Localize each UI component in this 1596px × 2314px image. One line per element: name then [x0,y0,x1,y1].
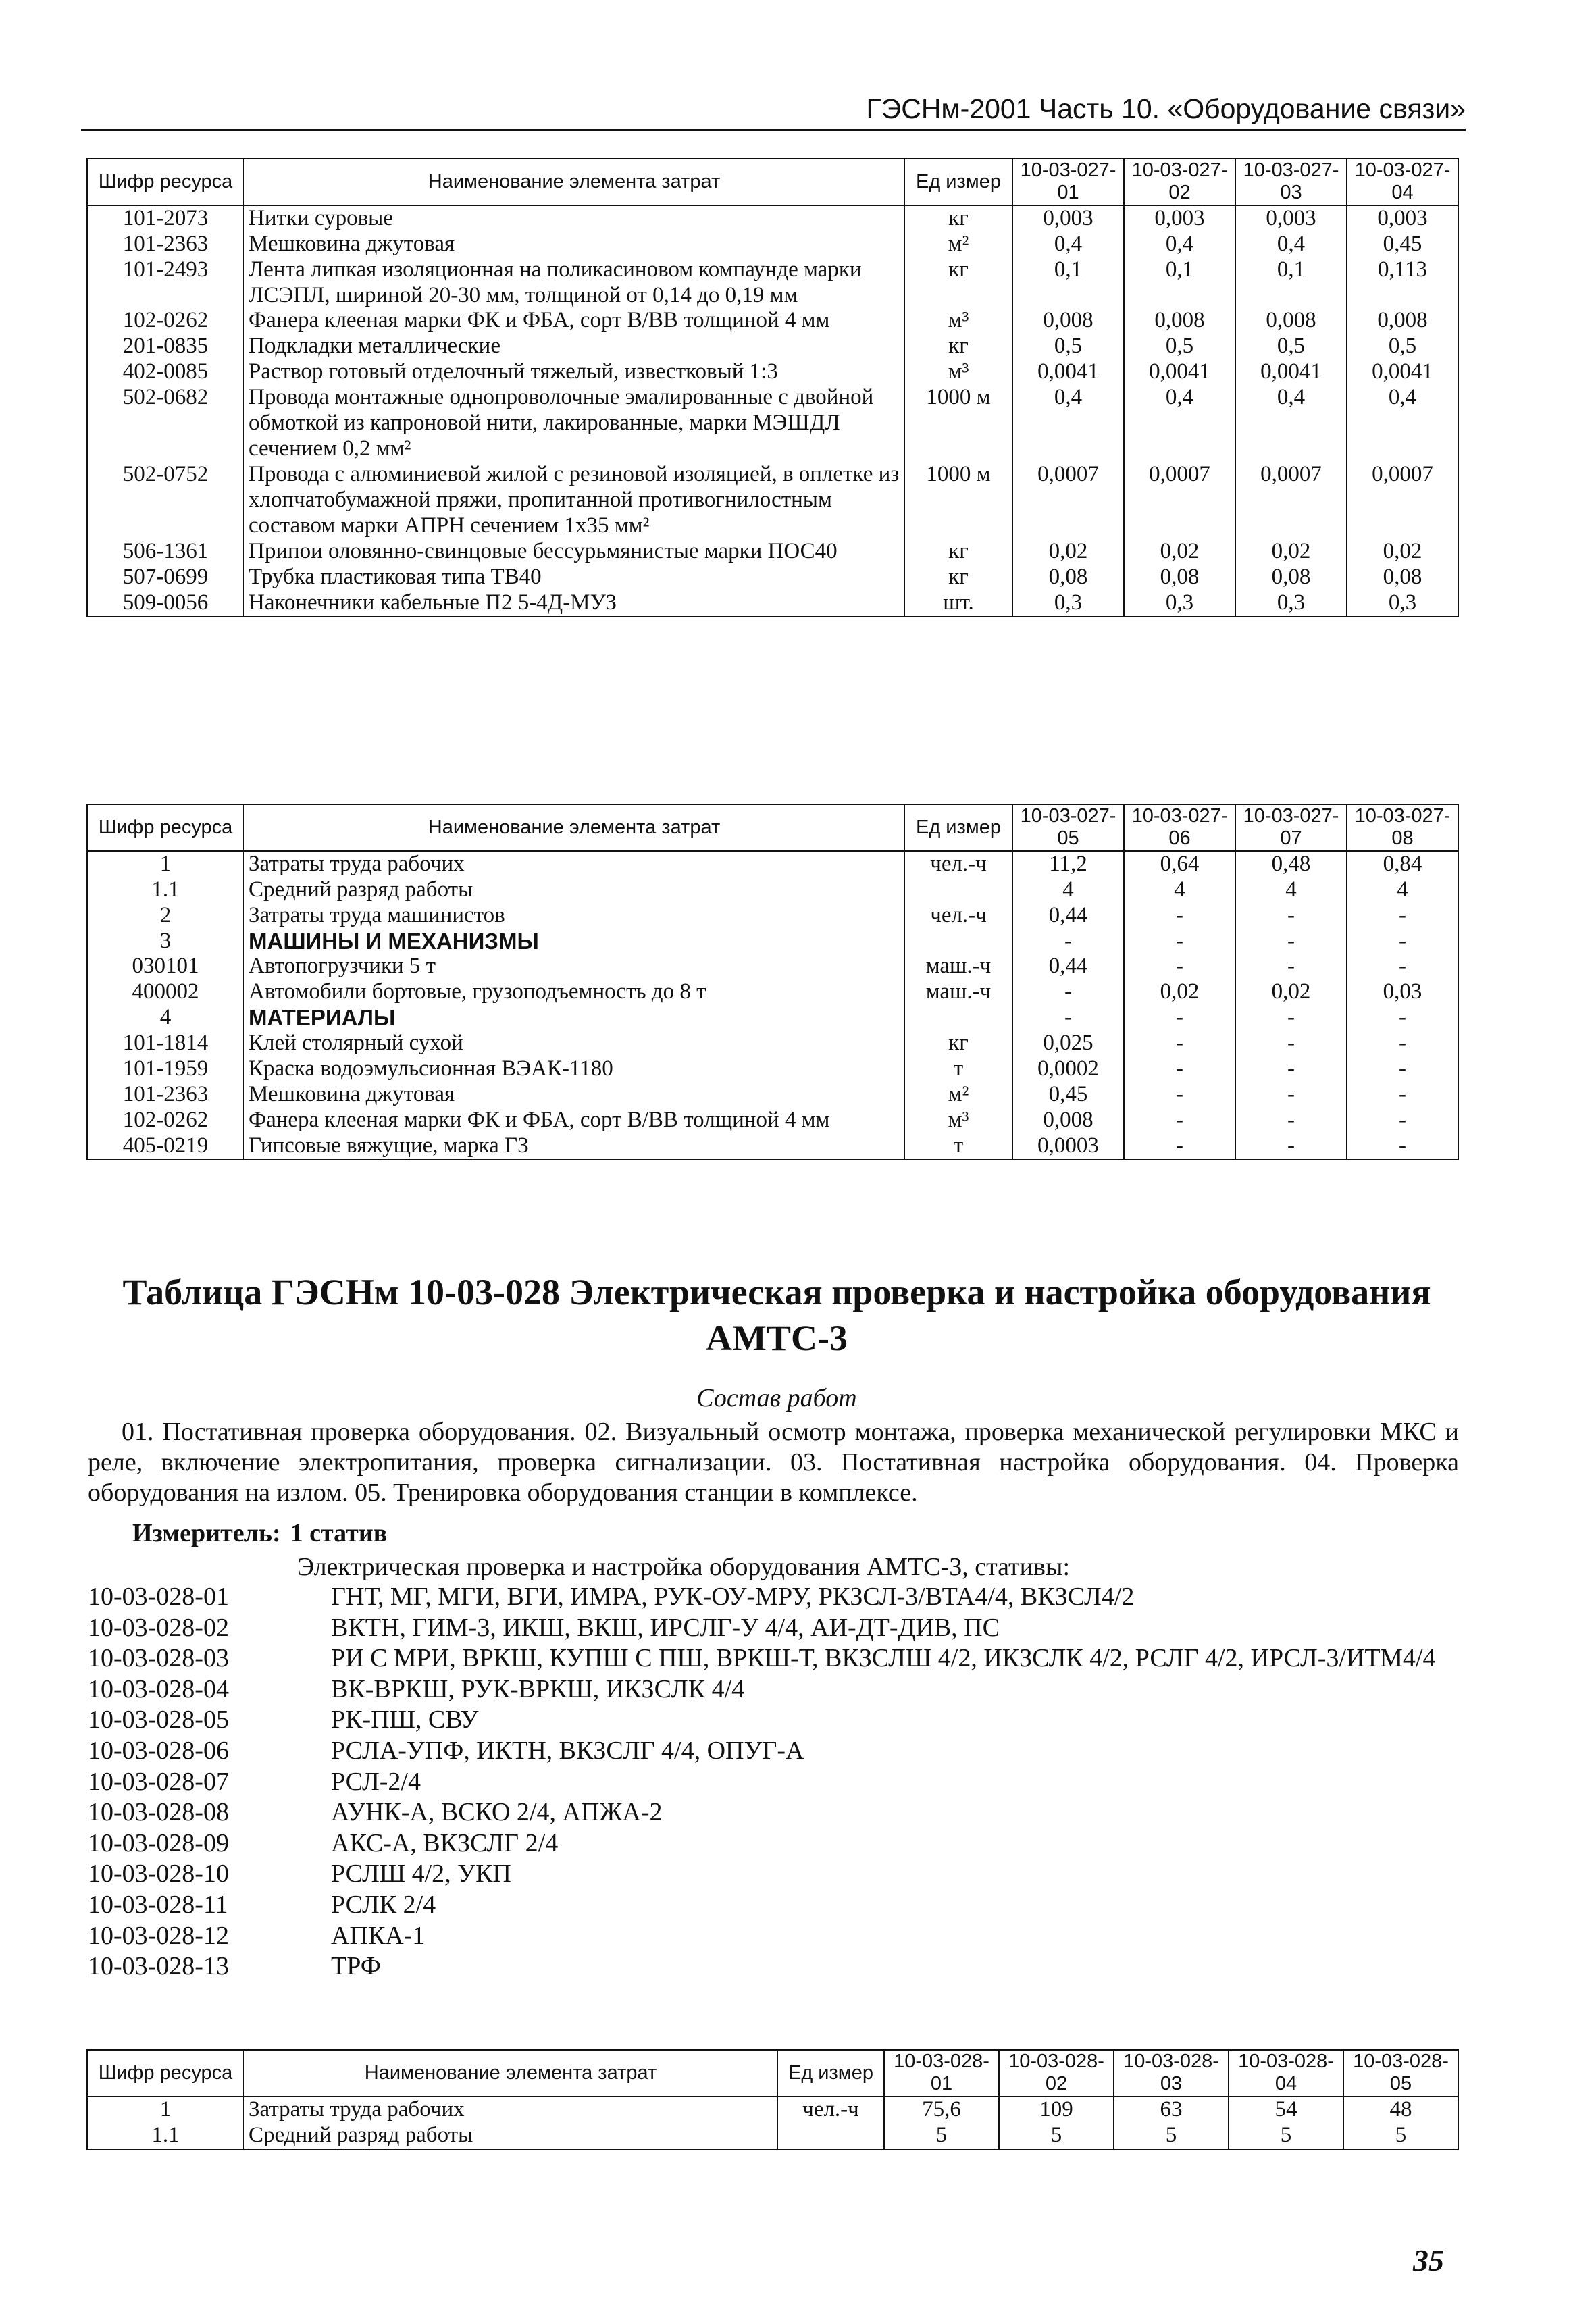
value-cell: 0,44 [1012,954,1124,979]
norm-description: АКС-А, ВКЗСЛГ 2/4 [331,1828,559,1857]
value-cell: 0,3 [1124,590,1235,617]
value-cell: - [1124,1082,1235,1108]
table-row [87,2123,1458,2149]
value-cell: 0,003 [1012,205,1124,232]
column-header: Ед измер [904,159,1012,205]
list-item [88,1674,1472,1705]
value-cell: - [1347,954,1458,979]
value-cell: 0,4 [1124,232,1235,257]
norm-description: РСЛШ 4/2, УКП [331,1859,511,1888]
value-cell: 0,45 [1347,232,1458,257]
value-cell: 0,84 [1347,851,1458,877]
unit-cell: кг [904,565,1012,590]
value-cell: - [1347,1031,1458,1056]
value-cell: 48 [1343,2097,1458,2123]
norm-description: РСЛА-УПФ, ИКТН, ВКЗСЛГ 4/4, ОПУГ-А [331,1736,804,1765]
unit-cell: маш.-ч [904,954,1012,979]
value-cell: - [1124,1031,1235,1056]
value-cell: 54 [1229,2097,1343,2123]
norm-code: 10-03-028-11 [88,1890,228,1919]
value-cell: 0,08 [1347,565,1458,590]
table-row [87,1031,1458,1056]
column-header: 10-03-028-04 [1229,2050,1343,2097]
column-header: 10-03-027-01 [1012,159,1124,205]
resource-code-cell: 405-0219 [87,1133,244,1160]
value-cell: 0,4 [1012,385,1124,462]
cost-element-name-cell: Автопогрузчики 5 т [244,954,904,979]
value-cell: 0,45 [1012,1082,1124,1108]
norm-code: 10-03-028-01 [88,1583,229,1611]
resource-code-cell: 101-1814 [87,1031,244,1056]
cost-element-name-cell: Провода с алюминиевой жилой с резиновой изоляцией, в оплетке из хлопчатобумажной пряжи, пропитанной противогнилостным составом марки АПРН сечением 1х35 мм² [244,462,904,539]
column-header: 10-03-028-02 [999,2050,1114,2097]
value-cell: - [1347,1133,1458,1160]
table-row [87,232,1458,257]
value-cell: - [1124,903,1235,929]
section-title: Таблица ГЭСНм 10-03-028 Электрическая проверка и настройка оборудования АМТС-3 [122,1272,1431,1358]
resource-code-cell: 3 [87,929,244,954]
table-row [87,334,1458,359]
table-row [87,308,1458,334]
value-cell: 4 [1012,877,1124,903]
norm-code: 10-03-028-02 [88,1613,229,1642]
norm-description: АУНК-А, ВСКО 2/4, АПЖА-2 [331,1798,663,1827]
column-header: 10-03-027-02 [1124,159,1235,205]
resource-code-cell: 101-2073 [87,205,244,232]
unit-cell [904,1005,1012,1031]
norm-description: РК-ПШ, СВУ [331,1705,479,1734]
value-cell: 75,6 [884,2097,999,2123]
value-cell: 0,08 [1012,565,1124,590]
resource-code-cell: 509-0056 [87,590,244,617]
value-cell: 0,4 [1347,385,1458,462]
value-cell: 0,003 [1124,205,1235,232]
table-header-row [87,159,1458,205]
resource-code-cell: 1.1 [87,877,244,903]
value-cell: 0,5 [1347,334,1458,359]
cost-element-name-cell: Мешковина джутовая [244,232,904,257]
norm-code: 10-03-028-13 [88,1952,229,1981]
cost-element-name-cell: Наконечники кабельные П2 5-4Д-МУЗ [244,590,904,617]
resource-code-cell: 201-0835 [87,334,244,359]
value-cell: 0,0007 [1124,462,1235,539]
norm-code: 10-03-028-05 [88,1705,229,1734]
resource-table-028 [86,2049,1459,2150]
running-header: ГЭСНм-2001 Часть 10. «Оборудование связи» [81,93,1466,131]
table-row [87,979,1458,1005]
value-cell: 5 [999,2123,1114,2149]
resource-code-cell: 101-2363 [87,1082,244,1108]
unit-cell: м³ [904,1108,1012,1133]
resource-table-027-01-04 [86,158,1459,617]
value-cell: 0,0007 [1012,462,1124,539]
unit-cell: шт. [904,590,1012,617]
value-cell: 0,08 [1235,565,1347,590]
resource-code-cell: 1 [87,851,244,877]
unit-cell: 1000 м [904,385,1012,462]
table-row [87,205,1458,232]
value-cell: 0,02 [1124,539,1235,565]
value-cell: 0,4 [1235,232,1347,257]
table-header-row [87,2050,1458,2097]
value-cell: 0,0007 [1347,462,1458,539]
column-header: Шифр ресурса [87,2050,244,2097]
value-cell: 0,008 [1124,308,1235,334]
table-row [87,539,1458,565]
norm-code: 10-03-028-03 [88,1644,229,1673]
value-cell: - [1124,1133,1235,1160]
value-cell: 0,08 [1124,565,1235,590]
unit-cell: кг [904,257,1012,309]
cost-element-name-cell: Затраты труда рабочих [244,851,904,877]
resource-code-cell: 502-0752 [87,462,244,539]
resource-code-cell: 030101 [87,954,244,979]
cost-element-name-cell: Затраты труда машинистов [244,903,904,929]
list-item [88,1736,1472,1767]
table-row [87,590,1458,617]
resource-code-cell: 101-1959 [87,1056,244,1082]
meter-label: Измеритель: [132,1519,281,1547]
value-cell: - [1347,1005,1458,1031]
unit-cell [904,877,1012,903]
value-cell: 0,008 [1347,308,1458,334]
unit-cell: кг [904,1031,1012,1056]
value-cell: 0,1 [1124,257,1235,309]
value-cell: 0,113 [1347,257,1458,309]
value-cell: 4 [1124,877,1235,903]
list-item [88,1921,1472,1952]
unit-cell: т [904,1133,1012,1160]
unit-cell [904,929,1012,954]
value-cell: 0,0041 [1235,359,1347,385]
value-cell: 0,0041 [1124,359,1235,385]
cost-element-name-cell: Затраты труда рабочих [244,2097,777,2123]
value-cell: 0,0007 [1235,462,1347,539]
cost-element-name-cell: Подкладки металлические [244,334,904,359]
column-header: 10-03-027-07 [1235,804,1347,851]
value-cell: 0,02 [1124,979,1235,1005]
page-number: 35 [1413,2243,1444,2278]
value-cell: - [1347,1056,1458,1082]
value-cell: 4 [1235,877,1347,903]
value-cell: - [1347,1108,1458,1133]
value-cell: 0,0003 [1012,1133,1124,1160]
column-header: 10-03-027-04 [1347,159,1458,205]
value-cell: - [1235,1133,1347,1160]
value-cell: 0,03 [1347,979,1458,1005]
value-cell: - [1124,929,1235,954]
value-cell: - [1012,1005,1124,1031]
table-row [87,851,1458,877]
norm-code: 10-03-028-07 [88,1767,229,1796]
unit-cell: м³ [904,359,1012,385]
unit-cell: чел.-ч [904,903,1012,929]
table-row [87,1082,1458,1108]
value-cell: - [1347,903,1458,929]
value-cell: - [1012,979,1124,1005]
value-cell: 5 [1343,2123,1458,2149]
value-cell: 0,5 [1012,334,1124,359]
value-cell: 0,5 [1235,334,1347,359]
value-cell: 0,3 [1347,590,1458,617]
value-cell: 63 [1114,2097,1229,2123]
norm-description: ГНТ, МГ, МГИ, ВГИ, ИМРА, РУК-ОУ-МРУ, РКЗСЛ-3/ВТА4/4, ВКЗСЛ4/2 [331,1583,1135,1611]
unit-cell: м² [904,1082,1012,1108]
meter-line [132,1518,387,1548]
value-cell: 0,02 [1235,979,1347,1005]
norm-description: ВК-ВРКШ, РУК-ВРКШ, ИКЗСЛК 4/4 [331,1674,745,1703]
value-cell: - [1235,1005,1347,1031]
unit-cell: кг [904,205,1012,232]
list-item [88,1643,1472,1674]
value-cell: 0,008 [1012,308,1124,334]
table-row [87,1056,1458,1082]
table-row [87,385,1458,462]
value-cell: - [1235,1056,1347,1082]
cost-element-name-cell: Лента липкая изоляционная на поликасиновом компаунде марки ЛСЭПЛ, шириной 20-30 мм, толщиной от 0,14 до 0,19 мм [244,257,904,309]
norm-code: 10-03-028-04 [88,1674,229,1703]
table-row [87,903,1458,929]
value-cell: 5 [1229,2123,1343,2149]
composition-title: Состав работ [696,1384,857,1412]
column-header: 10-03-028-01 [884,2050,999,2097]
table-row [87,565,1458,590]
value-cell: 0,003 [1235,205,1347,232]
norm-description: РИ С МРИ, ВРКШ, КУПШ С ПШ, ВРКШ-Т, ВКЗСЛШ 4/2, ИКЗСЛК 4/2, РСЛГ 4/2, ИРСЛ-3/ИТМ4/4 [331,1644,1436,1673]
value-cell: - [1124,1005,1235,1031]
value-cell: 0,008 [1235,308,1347,334]
column-header: 10-03-027-06 [1124,804,1235,851]
resource-code-cell: 502-0682 [87,385,244,462]
column-header: 10-03-027-08 [1347,804,1458,851]
norm-description: ВКТН, ГИМ-3, ИКШ, ВКШ, ИРСЛГ-У 4/4, АИ-ДТ-ДИВ, ПС [331,1613,1000,1642]
value-cell: 0,02 [1012,539,1124,565]
table-row [87,877,1458,903]
table-row [87,462,1458,539]
table-row [87,359,1458,385]
value-cell: 0,5 [1124,334,1235,359]
value-cell: 0,02 [1235,539,1347,565]
column-header: 10-03-028-05 [1343,2050,1458,2097]
list-item [88,1582,1472,1613]
meter-value: 1 статив [290,1519,388,1547]
value-cell: 0,003 [1347,205,1458,232]
norm-description: РСЛ-2/4 [331,1767,421,1796]
cost-element-name-cell: Нитки суровые [244,205,904,232]
composition-text: 01. Постативная проверка оборудования. 02. Визуальный осмотр монтажа, проверка механической регулировки МКС и реле, включение электропитания, проверка сигнализации. 03. Постативная настройка оборудования. 04. Проверка оборудования на излом. 05. Тренировка оборудования станции в комплексе. [88,1418,1459,1507]
value-cell: 0,4 [1235,385,1347,462]
value-cell: 0,1 [1012,257,1124,309]
value-cell: 109 [999,2097,1114,2123]
unit-cell: м³ [904,308,1012,334]
value-cell: - [1235,954,1347,979]
value-cell: 0,0041 [1347,359,1458,385]
unit-cell: чел.-ч [904,851,1012,877]
unit-cell: т [904,1056,1012,1082]
column-header: Наименование элемента затрат [244,159,904,205]
list-item [88,1828,1472,1859]
table-row [87,257,1458,309]
value-cell: - [1235,1108,1347,1133]
cost-element-name-cell: Фанера клееная марки ФК и ФБА, сорт В/ВВ толщиной 4 мм [244,308,904,334]
value-cell: 0,0041 [1012,359,1124,385]
value-cell: - [1124,1108,1235,1133]
unit-cell: чел.-ч [777,2097,884,2123]
resource-code-cell: 102-0262 [87,1108,244,1133]
list-item [88,1890,1472,1921]
cost-element-name-cell: Гипсовые вяжущие, марка Г3 [244,1133,904,1160]
column-header: Ед измер [777,2050,884,2097]
column-header: 10-03-028-03 [1114,2050,1229,2097]
unit-cell [777,2123,884,2149]
value-cell: - [1124,954,1235,979]
value-cell: 5 [1114,2123,1229,2149]
list-intro: Электрическая проверка и настройка оборудования АМТС-3, стативы: [297,1553,1071,1581]
column-header: 10-03-027-05 [1012,804,1124,851]
cost-element-name-cell: Мешковина джутовая [244,1082,904,1108]
table-row [87,929,1458,954]
cost-element-name-cell: Краска водоэмульсионная ВЭАК-1180 [244,1056,904,1082]
table-row [87,954,1458,979]
value-cell: 11,2 [1012,851,1124,877]
norm-list [88,1582,1472,1982]
value-cell: 0,3 [1012,590,1124,617]
resource-table-027-05-08 [86,804,1459,1160]
table-row [87,1108,1458,1133]
value-cell: - [1012,929,1124,954]
resource-code-cell: 400002 [87,979,244,1005]
column-header: 10-03-027-03 [1235,159,1347,205]
cost-element-name-cell: Припои оловянно-свинцовые бессурьмянистые марки ПОС40 [244,539,904,565]
norm-description: АПКА-1 [331,1921,426,1950]
value-cell: 0,3 [1235,590,1347,617]
resource-code-cell: 507-0699 [87,565,244,590]
column-header: Наименование элемента затрат [244,804,904,851]
resource-code-cell: 1.1 [87,2123,244,2149]
value-cell: - [1124,1056,1235,1082]
value-cell: - [1235,929,1347,954]
resource-code-cell: 101-2493 [87,257,244,309]
cost-element-name-cell: Провода монтажные однопроволочные эмалированные с двойной обмоткой из капроновой нити, лакированные, марки МЭШДЛ сечением 0,2 мм² [244,385,904,462]
cost-element-name-cell: Средний разряд работы [244,2123,777,2149]
norm-code: 10-03-028-09 [88,1828,229,1857]
table-row [87,1005,1458,1031]
value-cell: 0,0002 [1012,1056,1124,1082]
list-item [88,1797,1472,1828]
table-row [87,1133,1458,1160]
value-cell: - [1347,1082,1458,1108]
value-cell: 0,4 [1012,232,1124,257]
value-cell: 0,02 [1347,539,1458,565]
resource-code-cell: 506-1361 [87,539,244,565]
value-cell: 0,4 [1124,385,1235,462]
cost-element-name-cell: Фанера клееная марки ФК и ФБА, сорт В/ВВ толщиной 4 мм [244,1108,904,1133]
table-header-row [87,804,1458,851]
cost-element-name-cell: МАШИНЫ И МЕХАНИЗМЫ [244,929,904,954]
list-item [88,1859,1472,1890]
column-header: Ед измер [904,804,1012,851]
resource-code-cell: 102-0262 [87,308,244,334]
value-cell: - [1235,1031,1347,1056]
unit-cell: м² [904,232,1012,257]
value-cell: 0,025 [1012,1031,1124,1056]
value-cell: 0,64 [1124,851,1235,877]
norm-code: 10-03-028-08 [88,1798,229,1827]
column-header: Шифр ресурса [87,159,244,205]
norm-code: 10-03-028-10 [88,1859,229,1888]
resource-code-cell: 4 [87,1005,244,1031]
norm-description: ТРФ [331,1952,381,1981]
value-cell: 4 [1347,877,1458,903]
list-item [88,1767,1472,1798]
unit-cell: маш.-ч [904,979,1012,1005]
table-row [87,2097,1458,2123]
list-item [88,1705,1472,1736]
unit-cell: кг [904,539,1012,565]
unit-cell: кг [904,334,1012,359]
value-cell: 0,48 [1235,851,1347,877]
list-item [88,1951,1472,1982]
resource-code-cell: 2 [87,903,244,929]
resource-code-cell: 402-0085 [87,359,244,385]
value-cell: - [1235,903,1347,929]
column-header: Шифр ресурса [87,804,244,851]
cost-element-name-cell: Клей столярный сухой [244,1031,904,1056]
value-cell: 0,008 [1012,1108,1124,1133]
value-cell: 5 [884,2123,999,2149]
cost-element-name-cell: Трубка пластиковая типа ТВ40 [244,565,904,590]
norm-code: 10-03-028-06 [88,1736,229,1765]
column-header: Наименование элемента затрат [244,2050,777,2097]
value-cell: 0,1 [1235,257,1347,309]
value-cell: - [1235,1082,1347,1108]
cost-element-name-cell: Автомобили бортовые, грузоподъемность до 8 т [244,979,904,1005]
value-cell: 0,44 [1012,903,1124,929]
unit-cell: 1000 м [904,462,1012,539]
resource-code-cell: 1 [87,2097,244,2123]
cost-element-name-cell: Раствор готовый отделочный тяжелый, известковый 1:3 [244,359,904,385]
cost-element-name-cell: МАТЕРИАЛЫ [244,1005,904,1031]
norm-code: 10-03-028-12 [88,1921,229,1950]
list-item [88,1613,1472,1644]
resource-code-cell: 101-2363 [87,232,244,257]
value-cell: - [1347,929,1458,954]
norm-description: РСЛК 2/4 [331,1890,436,1919]
cost-element-name-cell: Средний разряд работы [244,877,904,903]
